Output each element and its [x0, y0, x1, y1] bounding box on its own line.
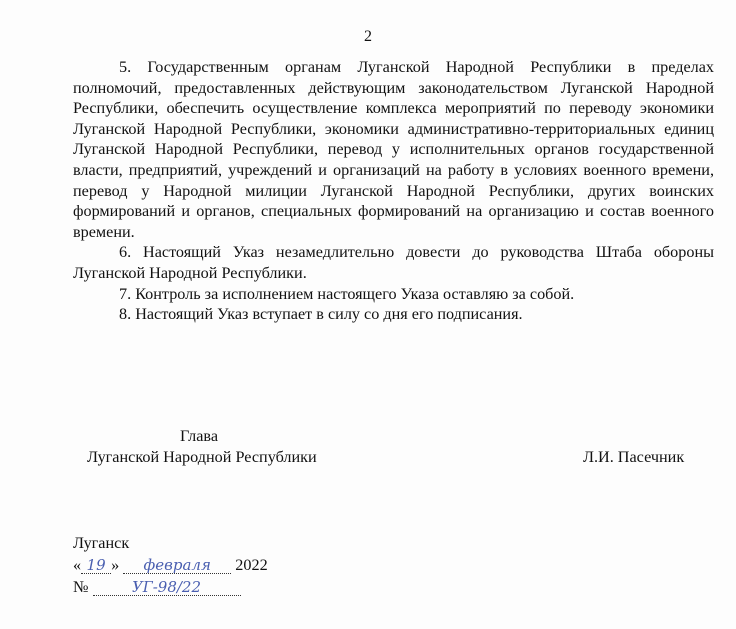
date-line [73, 555, 268, 576]
day-value: 19 [86, 556, 106, 574]
number-line [73, 577, 241, 598]
paragraph-7: 7. Контроль за исполнением настоящего Указа оставляю за собой. [119, 284, 575, 303]
handwritten-number [93, 577, 241, 598]
decree-body [73, 57, 714, 325]
date-year: 2022 [235, 556, 268, 574]
handwritten-month [123, 555, 231, 576]
paragraph-5: 5. Государственным органам Луганской Народной Республики в пределах полномочий, предоставленных действующим законодательством Луганской Народной Республики, обеспечить осуществление комплекса мероприятий по переводу экономики Луганской Народной Республики, экономики административно-территориальных единиц Луганской Народной Республики, перевод у исполнительных органов государственной власти, предприятий, учреждений и организаций на работу в условиях военного времени, перевод у Народной милиции Луганской Народной Республики, других воинских формирований и органов, специальных формирований на организацию и состав военного времени. [73, 58, 714, 241]
month-value: февраля [143, 556, 211, 574]
city-name: Луганск [73, 534, 130, 552]
signatory-title: Глава [180, 427, 219, 445]
number-value: УГ-98/22 [131, 578, 202, 596]
signatory-office: Луганской Народной Республики [87, 448, 317, 466]
paragraph-6: 6. Настоящий Указ незамедлительно довести до руководства Штаба обороны Луганской Народной Республики. [73, 243, 714, 282]
handwritten-day [81, 555, 111, 576]
paragraph-8: 8. Настоящий Указ вступает в силу со дня его подписания. [119, 305, 523, 324]
page-number: 2 [364, 28, 372, 45]
number-prefix: № [73, 578, 89, 596]
signatory-name: Л.И. Пасечник [583, 448, 685, 466]
date-close-quote: » [111, 556, 120, 574]
date-open-quote: « [73, 556, 82, 574]
